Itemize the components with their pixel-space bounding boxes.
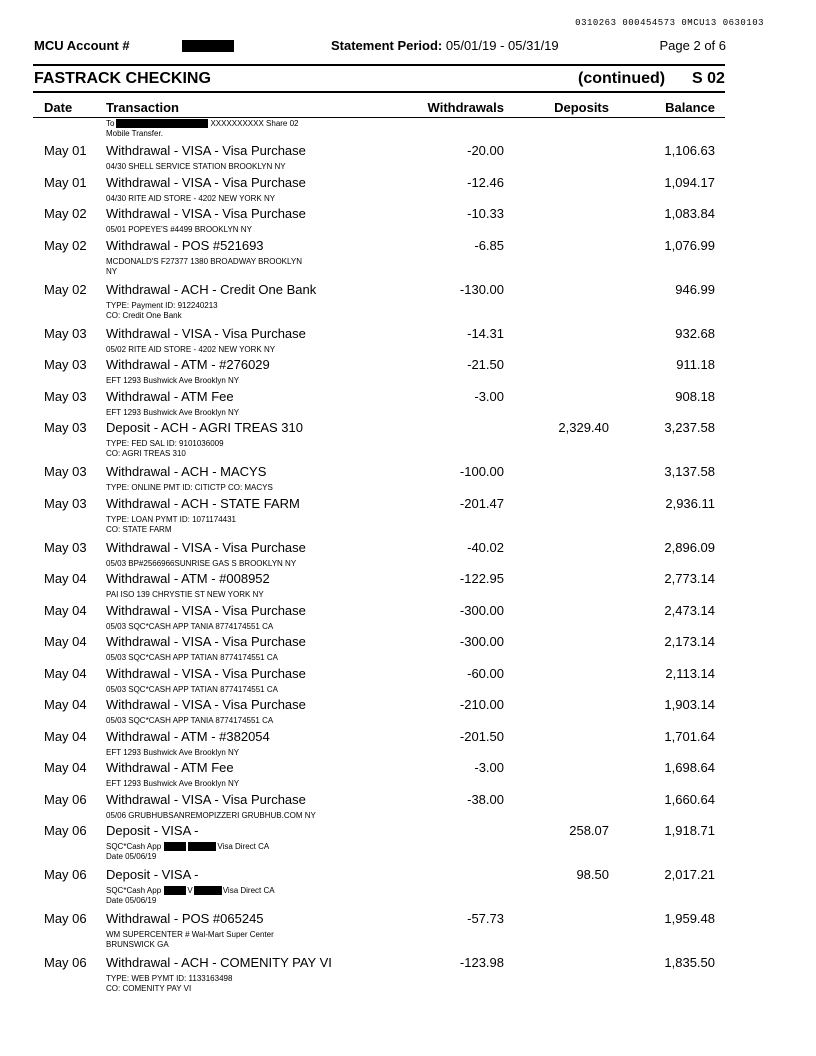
transaction-balance: 932.68	[675, 325, 715, 341]
transaction-description: Withdrawal - VISA - Visa Purchase	[106, 697, 306, 712]
transaction-details	[106, 653, 336, 663]
transaction-description: Withdrawal - POS #521693	[106, 237, 264, 253]
transaction-details	[106, 716, 336, 726]
transaction-description: Withdrawal - POS #065245	[106, 911, 264, 926]
transaction-details	[106, 194, 336, 204]
transaction-details	[106, 886, 336, 906]
transaction-details	[106, 811, 336, 821]
transaction-balance: 1,083.84	[664, 206, 715, 221]
transaction-detail-line: 05/03 SQC*CASH APP TATIAN 8774174551 CA	[106, 653, 278, 662]
transaction-withdrawal: -123.98	[459, 955, 504, 970]
transaction-date: May 03	[44, 464, 87, 479]
transaction-date: May 03	[44, 420, 87, 435]
transaction-date: May 02	[44, 281, 87, 297]
transaction-withdrawal: -21.50	[467, 357, 504, 372]
transaction-date: May 02	[44, 206, 87, 221]
transaction-description: Withdrawal - ACH - Credit One Bank	[106, 281, 317, 297]
transaction-details	[106, 345, 336, 355]
transaction-description: Deposit - VISA -	[106, 867, 199, 882]
transaction-withdrawal: -20.00	[467, 143, 504, 158]
transaction-detail-line: CO: STATE FARM	[106, 524, 172, 534]
section-continued: (continued)	[578, 70, 666, 87]
transaction-balance: 1,918.71	[664, 823, 715, 838]
transaction-row	[0, 666, 816, 698]
transaction-balance: 2,473.14	[664, 602, 715, 618]
transaction-row	[0, 326, 816, 358]
transaction-details	[106, 748, 336, 758]
transaction-withdrawal: -300.00	[459, 634, 504, 649]
transaction-withdrawal: -3.00	[474, 388, 504, 404]
transaction-detail-line: TYPE: LOAN PYMT ID: 1071174431	[106, 514, 236, 524]
redaction	[194, 886, 222, 895]
transaction-details	[106, 779, 336, 789]
transaction-details	[106, 257, 336, 277]
transaction-row	[0, 792, 816, 824]
transaction-date: May 03	[44, 495, 87, 511]
transaction-description: Withdrawal - VISA - Visa Purchase	[106, 791, 306, 807]
transaction-balance: 946.99	[675, 281, 715, 297]
transaction-details	[106, 408, 336, 418]
transaction-balance: 1,106.63	[664, 143, 715, 158]
transaction-date: May 04	[44, 728, 87, 744]
detail-suffix: Visa Direct CA	[217, 842, 270, 851]
transaction-row	[0, 760, 816, 792]
transaction-date: May 04	[44, 602, 87, 618]
transaction-detail-line: CO: Credit One Bank	[106, 310, 182, 320]
transaction-date: May 02	[44, 237, 87, 253]
column-header-deposits: Deposits	[554, 100, 609, 115]
continued-line-1: To XXXXXXXXXX Share 02	[106, 119, 299, 128]
transaction-detail-line: NY	[106, 266, 118, 276]
transaction-row	[0, 867, 816, 911]
transaction-date: May 04	[44, 760, 87, 775]
transaction-detail-line: 05/01 POPEYE'S #4499 BROOKLYN NY	[106, 225, 252, 234]
redaction	[188, 842, 216, 851]
transaction-date: May 03	[44, 388, 87, 404]
statement-period-label: Statement Period:	[331, 38, 443, 53]
transaction-detail-line: Date 05/06/19	[106, 896, 157, 905]
transaction-description: Deposit - ACH - AGRI TREAS 310	[106, 420, 303, 435]
transaction-detail-line: TYPE: FED SAL ID: 9101036009	[106, 439, 224, 448]
transaction-detail-line: 04/30 SHELL SERVICE STATION BROOKLYN NY	[106, 162, 286, 171]
transaction-row	[0, 955, 816, 999]
account-label: MCU Account #	[34, 38, 130, 53]
transaction-details	[106, 622, 336, 632]
transaction-detail-line	[106, 886, 336, 896]
ocr-scan-line: 0310263 000454573 0MCU13 0630103	[575, 18, 764, 28]
column-header-date: Date	[44, 100, 73, 115]
transaction-withdrawal: -6.85	[474, 237, 504, 253]
transaction-withdrawal: -10.33	[467, 206, 504, 221]
transaction-row	[0, 697, 816, 729]
transaction-detail-line: TYPE: ONLINE PMT ID: CITICTP CO: MACYS	[106, 483, 273, 492]
transaction-description: Withdrawal - VISA - Visa Purchase	[106, 539, 306, 555]
transaction-detail-line: WM SUPERCENTER # Wal-Mart Super Center	[106, 930, 274, 939]
transaction-date: May 01	[44, 143, 87, 158]
transaction-withdrawal: -60.00	[467, 665, 504, 681]
transaction-detail-line: EFT 1293 Bushwick Ave Brooklyn NY	[106, 407, 240, 417]
transaction-withdrawal: -300.00	[459, 602, 504, 618]
transaction-withdrawal: -201.50	[459, 728, 504, 744]
transaction-row	[0, 357, 816, 389]
transaction-details	[106, 685, 336, 695]
transaction-detail-line: 05/03 SQC*CASH APP TANIA 8774174551 CA	[106, 716, 274, 725]
transaction-detail-line: MCDONALD'S F27377 1380 BROADWAY BROOKLYN	[106, 256, 302, 266]
column-header-transaction: Transaction	[106, 100, 179, 115]
redaction	[164, 886, 186, 895]
transaction-details	[106, 162, 336, 172]
transaction-row	[0, 603, 816, 635]
transaction-balance: 1,094.17	[664, 174, 715, 190]
transaction-detail-line: TYPE: WEB PYMT ID: 1133163498	[106, 974, 233, 983]
transaction-date: May 06	[44, 791, 87, 807]
transaction-balance: 2,896.09	[664, 539, 715, 555]
transaction-details	[106, 842, 336, 862]
transaction-deposit: 258.07	[569, 823, 609, 838]
transaction-balance: 1,701.64	[664, 728, 715, 744]
transaction-withdrawal: -201.47	[459, 495, 504, 511]
transaction-row	[0, 175, 816, 207]
transaction-description: Withdrawal - ATM - #008952	[106, 571, 270, 586]
transaction-detail-line: TYPE: Payment ID: 912240213	[106, 300, 218, 310]
redaction	[164, 842, 186, 851]
transaction-row	[0, 540, 816, 572]
statement-period	[331, 38, 559, 53]
transaction-withdrawal: -100.00	[459, 464, 504, 479]
transaction-withdrawal: -57.73	[467, 911, 504, 926]
transaction-row	[0, 634, 816, 666]
transaction-date: May 04	[44, 634, 87, 649]
transaction-detail-line: EFT 1293 Bushwick Ave Brooklyn NY	[106, 747, 240, 757]
transaction-detail-line: PAI ISO 139 CHRYSTIE ST NEW YORK NY	[106, 590, 264, 599]
transaction-description: Withdrawal - ATM Fee	[106, 760, 234, 775]
transaction-description: Withdrawal - ATM - #276029	[106, 357, 270, 372]
transaction-date: May 03	[44, 539, 87, 555]
transaction-row	[0, 496, 816, 540]
transaction-description: Withdrawal - VISA - Visa Purchase	[106, 634, 306, 649]
transaction-detail-line: EFT 1293 Bushwick Ave Brooklyn NY	[106, 376, 240, 385]
continued-transaction-details	[106, 119, 299, 139]
statement-period-value: 05/01/19 - 05/31/19	[445, 38, 559, 53]
transaction-detail-line: CO: AGRI TREAS 310	[106, 449, 186, 458]
transaction-balance: 1,698.64	[664, 760, 715, 775]
transaction-balance: 3,237.58	[664, 420, 715, 435]
transaction-detail-line: 05/03 SQC*CASH APP TANIA 8774174551 CA	[106, 621, 274, 631]
transaction-withdrawal: -3.00	[474, 760, 504, 775]
transaction-row	[0, 911, 816, 955]
transaction-withdrawal: -38.00	[467, 791, 504, 807]
transaction-balance: 3,137.58	[664, 464, 715, 479]
transaction-description: Withdrawal - ACH - STATE FARM	[106, 495, 300, 511]
transaction-date: May 04	[44, 571, 87, 586]
redaction	[116, 119, 208, 128]
transaction-row	[0, 823, 816, 867]
transaction-withdrawal: -210.00	[459, 697, 504, 712]
transaction-row	[0, 389, 816, 421]
transaction-row	[0, 420, 816, 464]
transaction-row	[0, 282, 816, 326]
transaction-description: Deposit - VISA -	[106, 823, 199, 838]
transaction-description: Withdrawal - ACH - MACYS	[106, 464, 267, 479]
account-number-redaction	[182, 40, 234, 52]
transaction-description: Withdrawal - VISA - Visa Purchase	[106, 174, 306, 190]
transaction-balance: 2,936.11	[665, 495, 715, 511]
transaction-row	[0, 238, 816, 282]
transaction-deposit: 98.50	[576, 867, 609, 882]
header-rule	[33, 64, 725, 66]
detail-suffix: Visa Direct CA	[222, 886, 275, 895]
transaction-date: May 04	[44, 665, 87, 681]
column-header-balance: Balance	[665, 100, 715, 115]
transaction-withdrawal: -130.00	[459, 281, 504, 297]
section-title: FASTRACK CHECKING	[34, 70, 211, 87]
transaction-withdrawal: -12.46	[467, 174, 504, 190]
transaction-details	[106, 974, 336, 994]
transaction-list	[0, 143, 816, 999]
transaction-date: May 06	[44, 867, 87, 882]
transaction-details	[106, 439, 336, 459]
transaction-description: Withdrawal - ATM - #382054	[106, 728, 270, 744]
transaction-balance: 1,903.14	[664, 697, 715, 712]
section-code: S 02	[692, 70, 725, 87]
transaction-date: May 06	[44, 911, 87, 926]
transaction-date: May 04	[44, 697, 87, 712]
transaction-balance: 2,017.21	[664, 867, 715, 882]
transaction-date: May 06	[44, 955, 87, 970]
transaction-detail-line: CO: COMENITY PAY VI	[106, 984, 192, 993]
transaction-date: May 06	[44, 823, 87, 838]
transaction-detail-line: 05/06 GRUBHUBSANREMOPIZZERI GRUBHUB.COM NY	[106, 810, 316, 820]
transaction-details	[106, 515, 336, 535]
transaction-withdrawal: -40.02	[467, 539, 504, 555]
transaction-details	[106, 225, 336, 235]
column-header-withdrawals: Withdrawals	[427, 100, 504, 115]
transaction-details	[106, 376, 336, 386]
transaction-detail-line: BRUNSWICK GA	[106, 940, 169, 949]
transaction-description: Withdrawal - VISA - Visa Purchase	[106, 206, 306, 221]
transaction-balance: 1,660.64	[664, 791, 715, 807]
transaction-withdrawal: -122.95	[459, 571, 504, 586]
transaction-balance: 1,076.99	[664, 237, 715, 253]
transaction-description: Withdrawal - ACH - COMENITY PAY VI	[106, 955, 332, 970]
transaction-detail-line: Date 05/06/19	[106, 852, 157, 861]
transaction-detail-line: 05/03 SQC*CASH APP TATIAN 8774174551 CA	[106, 684, 278, 694]
transaction-description: Withdrawal - VISA - Visa Purchase	[106, 602, 306, 618]
transaction-details	[106, 301, 336, 321]
transaction-balance: 1,835.50	[664, 955, 715, 970]
transaction-withdrawal: -14.31	[467, 325, 504, 341]
transaction-date: May 01	[44, 174, 87, 190]
column-header-rule	[33, 117, 725, 118]
transaction-description: Withdrawal - VISA - Visa Purchase	[106, 665, 306, 681]
transaction-balance: 2,113.14	[665, 665, 715, 681]
detail-prefix: SQC*Cash App	[106, 886, 164, 895]
transaction-balance: 2,173.14	[664, 634, 715, 649]
transaction-balance: 908.18	[675, 388, 715, 404]
transaction-detail-line	[106, 842, 336, 852]
page-number: Page 2 of 6	[659, 38, 726, 53]
transaction-description: Withdrawal - VISA - Visa Purchase	[106, 143, 306, 158]
transaction-deposit: 2,329.40	[558, 420, 609, 435]
transaction-balance: 1,959.48	[664, 911, 715, 926]
transaction-row	[0, 464, 816, 496]
transaction-description: Withdrawal - ATM Fee	[106, 388, 234, 404]
transaction-row	[0, 206, 816, 238]
transaction-row	[0, 143, 816, 175]
transaction-row	[0, 729, 816, 761]
transaction-balance: 911.18	[676, 357, 715, 372]
transaction-detail-line: 05/02 RITE AID STORE - 4202 NEW YORK NY	[106, 344, 276, 354]
transaction-details	[106, 559, 336, 569]
transaction-balance: 2,773.14	[664, 571, 715, 586]
transaction-row	[0, 571, 816, 603]
continued-line-2: Mobile Transfer.	[106, 129, 163, 138]
transaction-details	[106, 590, 336, 600]
detail-prefix: SQC*Cash App	[106, 842, 164, 851]
transaction-date: May 03	[44, 357, 87, 372]
transaction-details	[106, 483, 336, 493]
transaction-detail-line: 05/03 BP#2566966SUNRISE GAS S BROOKLYN NY	[106, 558, 297, 568]
detail-mid: V	[187, 886, 193, 895]
transaction-details	[106, 930, 336, 950]
transaction-detail-line: 04/30 RITE AID STORE - 4202 NEW YORK NY	[106, 193, 276, 203]
section-rule	[33, 91, 725, 93]
transaction-date: May 03	[44, 325, 87, 341]
transaction-detail-line: EFT 1293 Bushwick Ave Brooklyn NY	[106, 779, 240, 788]
transaction-description: Withdrawal - VISA - Visa Purchase	[106, 325, 306, 341]
